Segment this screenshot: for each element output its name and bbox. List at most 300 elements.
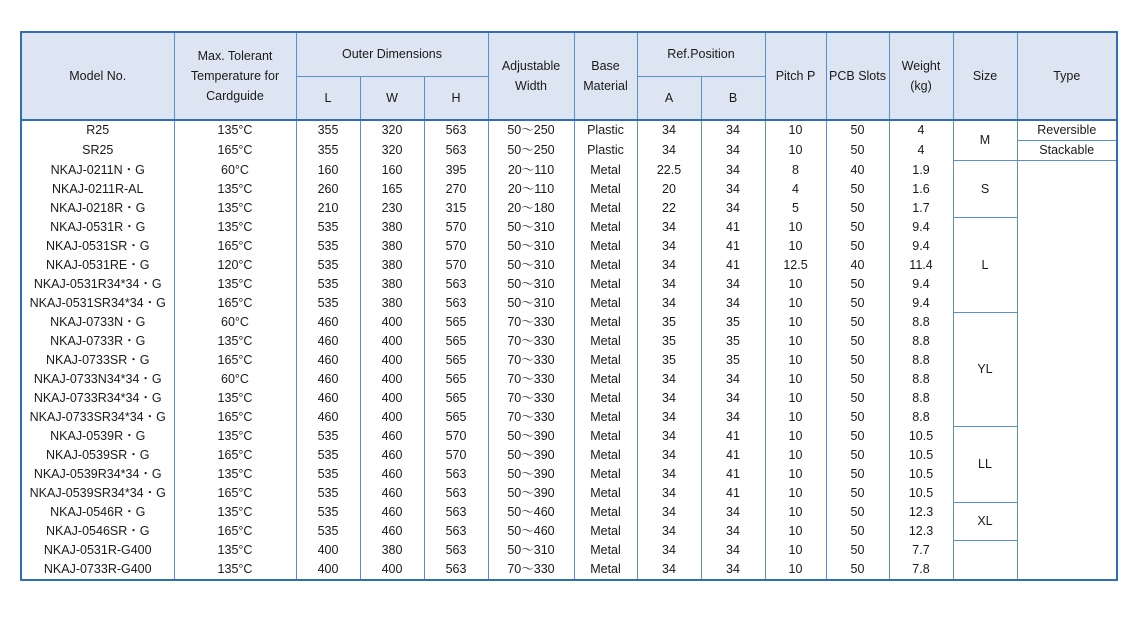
model-no-cell: NKAJ-0539R・G: [21, 427, 174, 446]
weight-cell: 8.8: [889, 370, 953, 389]
pcb-slots-cell: 50: [826, 446, 889, 465]
table-row: [21, 484, 1117, 503]
table-row: [21, 120, 1117, 141]
adjustable-width-cell: 50～390: [488, 446, 574, 465]
ref-a-cell: 34: [637, 294, 701, 313]
dim-l-cell: 535: [296, 237, 360, 256]
pcb-slots-cell: 50: [826, 199, 889, 218]
dim-l-cell: 535: [296, 522, 360, 541]
table-row: [21, 560, 1117, 580]
table-row: [21, 465, 1117, 484]
pcb-slots-cell: 50: [826, 370, 889, 389]
model-no-cell: NKAJ-0211N・G: [21, 161, 174, 180]
weight-cell: 7.8: [889, 560, 953, 580]
header-pcb-slots: PCB Slots: [826, 32, 889, 120]
table-row: [21, 389, 1117, 408]
ref-a-cell: 34: [637, 427, 701, 446]
dim-l-cell: 535: [296, 427, 360, 446]
ref-b-cell: 34: [701, 560, 765, 580]
dim-h-cell: 570: [424, 256, 488, 275]
model-no-cell: NKAJ-0531R-G400: [21, 541, 174, 560]
ref-a-cell: 35: [637, 332, 701, 351]
weight-cell: 7.7: [889, 541, 953, 560]
pitch-cell: 12.5: [765, 256, 826, 275]
adjustable-width-cell: 70～330: [488, 313, 574, 332]
header-base-material: Base Material: [574, 32, 637, 120]
pcb-slots-cell: 50: [826, 389, 889, 408]
base-material-cell: Metal: [574, 218, 637, 237]
adjustable-width-cell: 50～310: [488, 294, 574, 313]
dim-w-cell: 380: [360, 218, 424, 237]
dim-l-cell: 535: [296, 294, 360, 313]
dim-w-cell: 400: [360, 332, 424, 351]
dim-l-cell: 260: [296, 180, 360, 199]
dim-h-cell: 570: [424, 446, 488, 465]
pitch-cell: 10: [765, 503, 826, 522]
dim-l-cell: 400: [296, 541, 360, 560]
temperature-cell: 60°C: [174, 313, 296, 332]
model-no-cell: NKAJ-0733N・G: [21, 313, 174, 332]
table-row: [21, 446, 1117, 465]
header-dim-h: H: [424, 76, 488, 120]
adjustable-width-cell: 50～460: [488, 503, 574, 522]
table-row: [21, 180, 1117, 199]
table-row: [21, 522, 1117, 541]
dim-w-cell: 230: [360, 199, 424, 218]
pitch-cell: 10: [765, 522, 826, 541]
ref-b-cell: 41: [701, 256, 765, 275]
pcb-slots-cell: 50: [826, 218, 889, 237]
base-material-cell: Metal: [574, 275, 637, 294]
weight-cell: 8.8: [889, 313, 953, 332]
adjustable-width-cell: 50～250: [488, 141, 574, 161]
pitch-cell: 10: [765, 237, 826, 256]
weight-cell: 10.5: [889, 427, 953, 446]
temperature-cell: 60°C: [174, 161, 296, 180]
weight-cell: 9.4: [889, 237, 953, 256]
dim-w-cell: 400: [360, 313, 424, 332]
model-no-cell: R25: [21, 120, 174, 141]
adjustable-width-cell: 70～330: [488, 351, 574, 370]
temperature-cell: 165°C: [174, 294, 296, 313]
weight-cell: 8.8: [889, 389, 953, 408]
ref-b-cell: 35: [701, 313, 765, 332]
dim-l-cell: 460: [296, 351, 360, 370]
model-no-cell: NKAJ-0539SR・G: [21, 446, 174, 465]
adjustable-width-cell: 20～110: [488, 161, 574, 180]
temperature-cell: 165°C: [174, 484, 296, 503]
pitch-cell: 10: [765, 294, 826, 313]
adjustable-width-cell: 50～390: [488, 427, 574, 446]
model-no-cell: NKAJ-0211R-AL: [21, 180, 174, 199]
dim-l-cell: 460: [296, 370, 360, 389]
dim-h-cell: 270: [424, 180, 488, 199]
pitch-cell: 4: [765, 180, 826, 199]
dim-w-cell: 320: [360, 141, 424, 161]
dim-w-cell: 460: [360, 465, 424, 484]
ref-b-cell: 34: [701, 389, 765, 408]
dim-h-cell: 563: [424, 541, 488, 560]
dim-w-cell: 380: [360, 275, 424, 294]
dim-w-cell: 320: [360, 120, 424, 141]
spec-table: [20, 31, 1118, 581]
model-no-cell: NKAJ-0733SR・G: [21, 351, 174, 370]
temperature-cell: 135°C: [174, 503, 296, 522]
model-no-cell: NKAJ-0733SR34*34・G: [21, 408, 174, 427]
adjustable-width-cell: 50～310: [488, 541, 574, 560]
ref-b-cell: 34: [701, 541, 765, 560]
size-group-cell: S: [953, 161, 1017, 218]
temperature-cell: 135°C: [174, 275, 296, 294]
base-material-cell: Metal: [574, 541, 637, 560]
header-type: Type: [1017, 32, 1117, 120]
temperature-cell: 135°C: [174, 218, 296, 237]
weight-cell: 8.8: [889, 408, 953, 427]
dim-h-cell: 563: [424, 503, 488, 522]
adjustable-width-cell: 20～110: [488, 180, 574, 199]
pitch-cell: 10: [765, 408, 826, 427]
dim-w-cell: 400: [360, 351, 424, 370]
model-no-cell: NKAJ-0218R・G: [21, 199, 174, 218]
pitch-cell: 10: [765, 484, 826, 503]
dim-h-cell: 563: [424, 560, 488, 580]
ref-a-cell: 35: [637, 313, 701, 332]
temperature-cell: 165°C: [174, 351, 296, 370]
base-material-cell: Metal: [574, 256, 637, 275]
temperature-cell: 135°C: [174, 465, 296, 484]
ref-a-cell: 35: [637, 351, 701, 370]
dim-w-cell: 460: [360, 484, 424, 503]
table-row: [21, 351, 1117, 370]
pitch-cell: 10: [765, 541, 826, 560]
adjustable-width-cell: 50～310: [488, 218, 574, 237]
base-material-cell: Metal: [574, 199, 637, 218]
pitch-cell: 10: [765, 141, 826, 161]
weight-cell: 10.5: [889, 484, 953, 503]
ref-a-cell: 34: [637, 370, 701, 389]
pcb-slots-cell: 50: [826, 141, 889, 161]
adjustable-width-cell: 50～310: [488, 237, 574, 256]
ref-b-cell: 41: [701, 446, 765, 465]
ref-a-cell: 20: [637, 180, 701, 199]
ref-b-cell: 34: [701, 199, 765, 218]
ref-b-cell: 41: [701, 465, 765, 484]
model-no-cell: SR25: [21, 141, 174, 161]
header-dim-w: W: [360, 76, 424, 120]
dim-w-cell: 460: [360, 446, 424, 465]
temperature-cell: 165°C: [174, 446, 296, 465]
pcb-slots-cell: 50: [826, 351, 889, 370]
dim-w-cell: 160: [360, 161, 424, 180]
temperature-cell: 135°C: [174, 120, 296, 141]
size-group-cell: YL: [953, 313, 1017, 427]
adjustable-width-cell: 50～390: [488, 465, 574, 484]
ref-a-cell: 34: [637, 218, 701, 237]
pitch-cell: 10: [765, 560, 826, 580]
temperature-cell: 165°C: [174, 522, 296, 541]
pitch-cell: 8: [765, 161, 826, 180]
dim-w-cell: 380: [360, 541, 424, 560]
ref-a-cell: 34: [637, 389, 701, 408]
header-pitch: Pitch P: [765, 32, 826, 120]
pcb-slots-cell: 50: [826, 541, 889, 560]
base-material-cell: Metal: [574, 370, 637, 389]
dim-w-cell: 165: [360, 180, 424, 199]
model-no-cell: NKAJ-0546R・G: [21, 503, 174, 522]
ref-b-cell: 41: [701, 237, 765, 256]
base-material-cell: Metal: [574, 237, 637, 256]
temperature-cell: 60°C: [174, 370, 296, 389]
ref-b-cell: 34: [701, 370, 765, 389]
table-row: [21, 370, 1117, 389]
header-ref-position: Ref.Position: [637, 32, 765, 76]
pitch-cell: 10: [765, 370, 826, 389]
adjustable-width-cell: 20～180: [488, 199, 574, 218]
type-group-cell: [1017, 161, 1117, 580]
pcb-slots-cell: 50: [826, 275, 889, 294]
adjustable-width-cell: 70～330: [488, 332, 574, 351]
dim-w-cell: 380: [360, 294, 424, 313]
temperature-cell: 135°C: [174, 427, 296, 446]
ref-b-cell: 34: [701, 408, 765, 427]
pitch-cell: 10: [765, 218, 826, 237]
dim-l-cell: 210: [296, 199, 360, 218]
temperature-cell: 165°C: [174, 408, 296, 427]
temperature-cell: 120°C: [174, 256, 296, 275]
dim-h-cell: 565: [424, 389, 488, 408]
ref-a-cell: 34: [637, 446, 701, 465]
ref-a-cell: 34: [637, 120, 701, 141]
dim-l-cell: 355: [296, 141, 360, 161]
model-no-cell: NKAJ-0531SR・G: [21, 237, 174, 256]
dim-h-cell: 563: [424, 465, 488, 484]
dim-h-cell: 570: [424, 427, 488, 446]
weight-cell: 1.6: [889, 180, 953, 199]
base-material-cell: Metal: [574, 465, 637, 484]
pitch-cell: 10: [765, 465, 826, 484]
pcb-slots-cell: 50: [826, 313, 889, 332]
temperature-cell: 165°C: [174, 237, 296, 256]
base-material-cell: Metal: [574, 503, 637, 522]
weight-cell: 9.4: [889, 294, 953, 313]
dim-h-cell: 565: [424, 332, 488, 351]
pcb-slots-cell: 50: [826, 465, 889, 484]
temperature-cell: 135°C: [174, 389, 296, 408]
model-no-cell: NKAJ-0546SR・G: [21, 522, 174, 541]
dim-l-cell: 535: [296, 465, 360, 484]
pitch-cell: 10: [765, 389, 826, 408]
size-group-cell: [953, 541, 1017, 580]
pcb-slots-cell: 40: [826, 161, 889, 180]
weight-cell: 12.3: [889, 503, 953, 522]
ref-a-cell: 34: [637, 503, 701, 522]
ref-a-cell: 34: [637, 484, 701, 503]
dim-l-cell: 460: [296, 313, 360, 332]
dim-w-cell: 380: [360, 256, 424, 275]
base-material-cell: Metal: [574, 351, 637, 370]
dim-l-cell: 355: [296, 120, 360, 141]
dim-l-cell: 460: [296, 408, 360, 427]
temperature-cell: 135°C: [174, 560, 296, 580]
header-outer-dimensions: Outer Dimensions: [296, 32, 488, 76]
adjustable-width-cell: 70～330: [488, 389, 574, 408]
ref-b-cell: 41: [701, 484, 765, 503]
spec-table-body: [21, 120, 1117, 580]
weight-cell: 12.3: [889, 522, 953, 541]
size-group-cell: LL: [953, 427, 1017, 503]
ref-a-cell: 34: [637, 256, 701, 275]
pitch-cell: 5: [765, 199, 826, 218]
ref-a-cell: 34: [637, 141, 701, 161]
adjustable-width-cell: 50～390: [488, 484, 574, 503]
dim-w-cell: 380: [360, 237, 424, 256]
weight-cell: 9.4: [889, 218, 953, 237]
model-no-cell: NKAJ-0733N34*34・G: [21, 370, 174, 389]
pcb-slots-cell: 50: [826, 332, 889, 351]
base-material-cell: Plastic: [574, 120, 637, 141]
header-ref-a: A: [637, 76, 701, 120]
table-row: [21, 332, 1117, 351]
weight-cell: 10.5: [889, 465, 953, 484]
dim-h-cell: 565: [424, 313, 488, 332]
pitch-cell: 10: [765, 332, 826, 351]
table-row: [21, 237, 1117, 256]
base-material-cell: Metal: [574, 427, 637, 446]
dim-h-cell: 563: [424, 120, 488, 141]
ref-b-cell: 34: [701, 120, 765, 141]
table-row: [21, 503, 1117, 522]
pcb-slots-cell: 50: [826, 484, 889, 503]
table-row: [21, 218, 1117, 237]
size-group-cell: XL: [953, 503, 1017, 541]
base-material-cell: Metal: [574, 294, 637, 313]
model-no-cell: NKAJ-0733R34*34・G: [21, 389, 174, 408]
table-row: [21, 161, 1117, 180]
dim-l-cell: 535: [296, 275, 360, 294]
ref-b-cell: 34: [701, 161, 765, 180]
dim-h-cell: 563: [424, 522, 488, 541]
header-dim-l: L: [296, 76, 360, 120]
dim-h-cell: 565: [424, 408, 488, 427]
pitch-cell: 10: [765, 351, 826, 370]
ref-b-cell: 34: [701, 180, 765, 199]
table-row: [21, 256, 1117, 275]
model-no-cell: NKAJ-0531RE・G: [21, 256, 174, 275]
table-row: [21, 294, 1117, 313]
dim-w-cell: 400: [360, 408, 424, 427]
pcb-slots-cell: 50: [826, 294, 889, 313]
weight-cell: 1.7: [889, 199, 953, 218]
model-no-cell: NKAJ-0531R34*34・G: [21, 275, 174, 294]
dim-h-cell: 563: [424, 275, 488, 294]
ref-b-cell: 41: [701, 218, 765, 237]
ref-b-cell: 34: [701, 522, 765, 541]
pcb-slots-cell: 50: [826, 408, 889, 427]
size-group-cell: M: [953, 120, 1017, 161]
pcb-slots-cell: 50: [826, 237, 889, 256]
pcb-slots-cell: 50: [826, 522, 889, 541]
dim-h-cell: 563: [424, 484, 488, 503]
ref-a-cell: 34: [637, 465, 701, 484]
weight-cell: 8.8: [889, 332, 953, 351]
temperature-cell: 165°C: [174, 141, 296, 161]
pitch-cell: 10: [765, 275, 826, 294]
ref-b-cell: 34: [701, 503, 765, 522]
base-material-cell: Metal: [574, 522, 637, 541]
dim-l-cell: 535: [296, 484, 360, 503]
adjustable-width-cell: 50～460: [488, 522, 574, 541]
dim-l-cell: 400: [296, 560, 360, 580]
weight-cell: 1.9: [889, 161, 953, 180]
ref-a-cell: 34: [637, 522, 701, 541]
size-group-cell: L: [953, 218, 1017, 313]
ref-b-cell: 34: [701, 275, 765, 294]
header-adjustable-width: Adjustable Width: [488, 32, 574, 120]
dim-h-cell: 563: [424, 141, 488, 161]
ref-b-cell: 34: [701, 141, 765, 161]
base-material-cell: Metal: [574, 161, 637, 180]
adjustable-width-cell: 50～310: [488, 275, 574, 294]
ref-a-cell: 34: [637, 408, 701, 427]
temperature-cell: 135°C: [174, 332, 296, 351]
type-group-cell: Stackable: [1017, 141, 1117, 161]
base-material-cell: Metal: [574, 408, 637, 427]
model-no-cell: NKAJ-0539SR34*34・G: [21, 484, 174, 503]
ref-b-cell: 35: [701, 351, 765, 370]
pcb-slots-cell: 50: [826, 180, 889, 199]
base-material-cell: Metal: [574, 484, 637, 503]
temperature-cell: 135°C: [174, 541, 296, 560]
pitch-cell: 10: [765, 446, 826, 465]
ref-b-cell: 34: [701, 294, 765, 313]
base-material-cell: Metal: [574, 389, 637, 408]
dim-w-cell: 460: [360, 427, 424, 446]
ref-a-cell: 34: [637, 541, 701, 560]
dim-h-cell: 563: [424, 294, 488, 313]
weight-cell: 4: [889, 141, 953, 161]
table-row: [21, 199, 1117, 218]
dim-w-cell: 400: [360, 560, 424, 580]
adjustable-width-cell: 70～330: [488, 408, 574, 427]
adjustable-width-cell: 50～310: [488, 256, 574, 275]
pitch-cell: 10: [765, 313, 826, 332]
pitch-cell: 10: [765, 120, 826, 141]
ref-a-cell: 22.5: [637, 161, 701, 180]
ref-a-cell: 22: [637, 199, 701, 218]
dim-l-cell: 160: [296, 161, 360, 180]
table-row: [21, 408, 1117, 427]
pcb-slots-cell: 50: [826, 120, 889, 141]
dim-h-cell: 565: [424, 351, 488, 370]
header-max-temp: Max. Tolerant Temperature for Cardguide: [174, 32, 296, 120]
ref-a-cell: 34: [637, 237, 701, 256]
ref-b-cell: 35: [701, 332, 765, 351]
model-no-cell: NKAJ-0733R・G: [21, 332, 174, 351]
header-size: Size: [953, 32, 1017, 120]
weight-cell: 11.4: [889, 256, 953, 275]
base-material-cell: Plastic: [574, 141, 637, 161]
header-weight: Weight (kg): [889, 32, 953, 120]
temperature-cell: 135°C: [174, 199, 296, 218]
type-group-cell: Reversible: [1017, 120, 1117, 141]
header-model-no: Model No.: [21, 32, 174, 120]
dim-h-cell: 395: [424, 161, 488, 180]
pcb-slots-cell: 40: [826, 256, 889, 275]
base-material-cell: Metal: [574, 313, 637, 332]
base-material-cell: Metal: [574, 446, 637, 465]
weight-cell: 8.8: [889, 351, 953, 370]
dim-l-cell: 535: [296, 446, 360, 465]
